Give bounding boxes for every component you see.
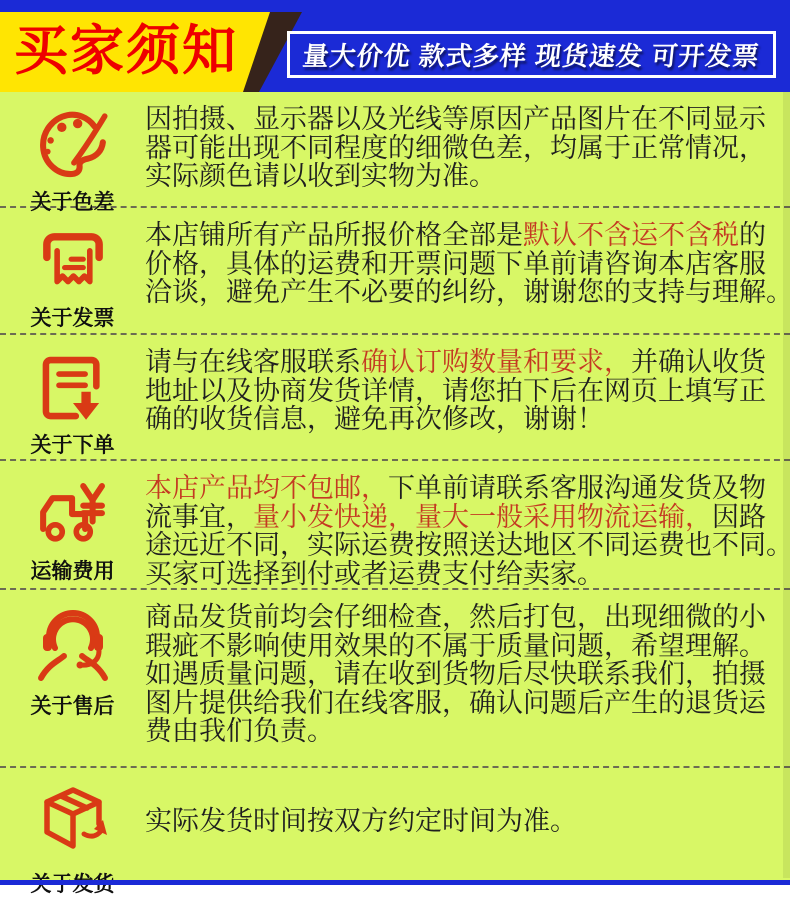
notice-section <box>0 335 790 461</box>
text-line <box>145 503 793 532</box>
section-label: 关于发票 <box>30 307 115 330</box>
text-line <box>145 717 776 746</box>
bottom-strip <box>0 880 790 885</box>
section-label: 关于下单 <box>30 434 115 457</box>
text-segment: 请与在线客服联系 <box>145 347 361 377</box>
section-icon-column <box>0 218 145 333</box>
section-icon-column <box>0 345 145 459</box>
text-line <box>145 689 776 718</box>
header-banner <box>0 0 790 92</box>
section-icon <box>31 473 115 557</box>
text-line <box>145 560 793 589</box>
order-icon <box>31 347 115 431</box>
text-segment: 如遇质量问题，请在收到货物后尽快联系我们，拍摄 <box>145 659 766 689</box>
text-line <box>145 278 793 307</box>
text-segment: 价格，具体的运费和开票问题下单前请咨询本店客服 <box>145 248 766 279</box>
text-segment: 并确认收货 <box>631 347 766 377</box>
section-text <box>145 807 776 850</box>
notice-section <box>0 92 790 214</box>
page-title: 买家须知 <box>14 21 238 81</box>
box-icon <box>28 780 118 870</box>
notice-section <box>0 590 790 768</box>
text-line <box>145 807 776 836</box>
text-line <box>145 105 776 134</box>
text-segment: 流事宜， <box>145 501 253 532</box>
text-segment: 下单前请联系客服沟通发货及物 <box>388 473 766 503</box>
truck-icon <box>31 473 115 557</box>
text-line <box>145 474 793 503</box>
section-text <box>145 102 776 206</box>
text-line <box>145 162 776 191</box>
text-line <box>145 250 793 279</box>
text-line <box>145 405 776 434</box>
text-segment: 确的收货信息，避免再次修改，谢谢！ <box>145 404 604 434</box>
text-segment: 地址以及协商发货详情，请您拍下后在网页上填写正 <box>145 375 766 406</box>
section-text <box>145 218 793 333</box>
text-segment: 实际发货时间按双方约定时间为准。 <box>145 805 577 836</box>
text-segment: 实际颜色请以收到实物为准。 <box>145 161 496 191</box>
text-segment: 默认不含运不含税 <box>523 220 739 250</box>
section-icon <box>31 104 115 188</box>
text-segment: 买家可选择到付或者运费支付给卖家。 <box>145 558 604 589</box>
text-segment: 器可能出现不同程度的细微色差，均属于正常情况， <box>145 132 766 163</box>
section-label: 关于售后 <box>30 695 115 718</box>
slogan-box <box>287 31 776 78</box>
section-text <box>145 471 793 588</box>
section-icon-column <box>0 471 145 588</box>
notice-section <box>0 461 793 590</box>
text-line <box>145 221 793 250</box>
text-line <box>145 531 793 560</box>
section-text <box>145 600 776 766</box>
section-label: 关于色差 <box>30 191 115 214</box>
text-segment: 本店铺所有产品所报价格全部是 <box>145 220 523 250</box>
slogan-text: 量大价优 款式多样 现货速发 可开发票 <box>301 41 762 71</box>
section-label: 运输费用 <box>30 560 115 583</box>
text-segment: 量小发快递，量大一般采用物流运输， <box>253 501 712 532</box>
palette-icon <box>31 104 115 188</box>
text-segment: 的 <box>739 220 766 250</box>
text-segment: 途远近不同，实际运费按照送达地区不同运费也不同。 <box>145 530 793 560</box>
text-segment: 确认订购数量和要求， <box>361 347 631 377</box>
section-icon <box>31 347 115 431</box>
text-segment: 费由我们负责。 <box>145 716 334 746</box>
section-icon-column <box>0 778 145 878</box>
text-segment: 图片提供给我们在线客服，确认问题后产生的退货运 <box>145 687 766 718</box>
notice-section <box>0 768 790 878</box>
text-line <box>145 632 776 661</box>
text-segment: 瑕疵不影响使用效果的不属于质量问题，希望理解。 <box>145 630 766 661</box>
section-text <box>145 345 776 459</box>
invoice-icon <box>31 220 115 304</box>
section-icon <box>28 602 118 692</box>
text-line <box>145 134 776 163</box>
text-segment: 商品发货前均会仔细检查，然后打包，出现细微的小 <box>145 602 766 632</box>
section-icon-column <box>0 102 145 214</box>
text-line <box>145 660 776 689</box>
section-icon <box>31 220 115 304</box>
section-icon <box>28 780 118 870</box>
text-segment: 因路 <box>712 501 766 532</box>
sections <box>0 92 793 878</box>
text-line <box>145 603 776 632</box>
text-line <box>145 377 776 406</box>
headset-icon <box>28 602 118 692</box>
section-icon-column <box>0 600 145 766</box>
notice-section <box>0 208 793 335</box>
text-segment: 因拍摄、显示器以及光线等原因产品图片在不同显示 <box>145 104 766 134</box>
text-segment: 洽谈，避免产生不必要的纠纷，谢谢您的支持与理解。 <box>145 277 793 307</box>
text-line <box>145 348 776 377</box>
text-segment: 本店产品均不包邮， <box>145 473 388 503</box>
